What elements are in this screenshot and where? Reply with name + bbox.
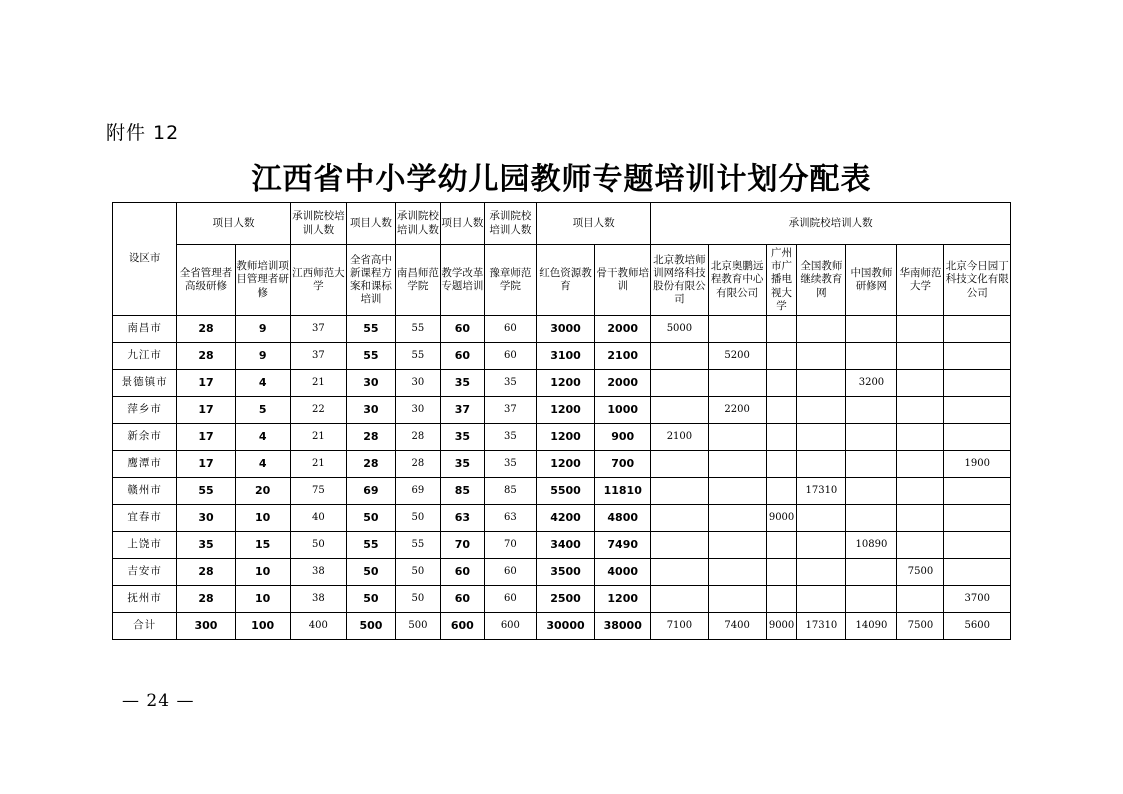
column-header: 北京奥鹏远程教育中心有限公司 <box>708 245 766 316</box>
value-cell <box>897 424 944 451</box>
value-cell: 28 <box>177 586 235 613</box>
value-cell: 1200 <box>536 397 594 424</box>
value-cell <box>797 316 846 343</box>
value-cell: 2100 <box>595 343 651 370</box>
value-cell: 55 <box>346 343 395 370</box>
value-cell: 5500 <box>536 478 594 505</box>
value-cell: 21 <box>290 370 346 397</box>
value-cell: 2000 <box>595 370 651 397</box>
value-cell <box>797 343 846 370</box>
value-cell <box>651 370 708 397</box>
value-cell: 3100 <box>536 343 594 370</box>
value-cell: 17 <box>177 397 235 424</box>
value-cell: 50 <box>395 505 440 532</box>
value-cell: 60 <box>484 559 536 586</box>
value-cell <box>897 451 944 478</box>
value-cell: 5200 <box>708 343 766 370</box>
value-cell <box>944 370 1011 397</box>
value-cell: 900 <box>595 424 651 451</box>
value-cell: 3200 <box>846 370 897 397</box>
value-cell: 85 <box>484 478 536 505</box>
value-cell: 1900 <box>944 451 1011 478</box>
column-header: 北京今日园丁科技文化有限公司 <box>944 245 1011 316</box>
value-cell: 50 <box>346 559 395 586</box>
value-cell: 3000 <box>536 316 594 343</box>
value-cell <box>797 397 846 424</box>
attachment-label: 附件 12 <box>106 122 180 144</box>
value-cell <box>797 586 846 613</box>
value-cell: 28 <box>346 451 395 478</box>
value-cell <box>897 532 944 559</box>
value-cell: 37 <box>440 397 484 424</box>
value-cell: 60 <box>484 316 536 343</box>
value-cell <box>708 586 766 613</box>
value-cell: 14090 <box>846 613 897 640</box>
value-cell: 1200 <box>536 370 594 397</box>
value-cell: 17 <box>177 370 235 397</box>
value-cell: 2200 <box>708 397 766 424</box>
value-cell <box>651 478 708 505</box>
value-cell: 35 <box>484 370 536 397</box>
value-cell: 10 <box>235 586 290 613</box>
value-cell: 100 <box>235 613 290 640</box>
value-cell <box>897 343 944 370</box>
value-cell: 7100 <box>651 613 708 640</box>
value-cell: 5000 <box>651 316 708 343</box>
value-cell: 10890 <box>846 532 897 559</box>
value-cell: 1000 <box>595 397 651 424</box>
value-cell: 10 <box>235 559 290 586</box>
value-cell <box>897 316 944 343</box>
city-cell: 上饶市 <box>113 532 177 559</box>
group-header: 项目人数 <box>440 203 484 245</box>
value-cell: 4800 <box>595 505 651 532</box>
column-header: 江西师范大学 <box>290 245 346 316</box>
value-cell <box>897 370 944 397</box>
value-cell: 20 <box>235 478 290 505</box>
table-row <box>113 613 1011 640</box>
value-cell: 3400 <box>536 532 594 559</box>
value-cell <box>797 424 846 451</box>
value-cell: 63 <box>440 505 484 532</box>
value-cell <box>708 559 766 586</box>
value-cell: 28 <box>346 424 395 451</box>
value-cell: 50 <box>395 586 440 613</box>
value-cell: 17 <box>177 451 235 478</box>
value-cell: 7400 <box>708 613 766 640</box>
value-cell <box>708 451 766 478</box>
value-cell <box>766 586 797 613</box>
value-cell: 50 <box>290 532 346 559</box>
column-header: 华南师范大学 <box>897 245 944 316</box>
value-cell <box>651 505 708 532</box>
value-cell: 4000 <box>595 559 651 586</box>
value-cell <box>708 370 766 397</box>
value-cell: 50 <box>346 505 395 532</box>
region-header: 设区市 <box>113 203 177 316</box>
value-cell: 37 <box>290 316 346 343</box>
value-cell: 28 <box>177 343 235 370</box>
value-cell: 4200 <box>536 505 594 532</box>
value-cell: 1200 <box>595 586 651 613</box>
value-cell <box>708 505 766 532</box>
value-cell: 40 <box>290 505 346 532</box>
value-cell <box>944 559 1011 586</box>
value-cell: 2100 <box>651 424 708 451</box>
city-cell: 萍乡市 <box>113 397 177 424</box>
city-cell: 吉安市 <box>113 559 177 586</box>
value-cell: 55 <box>346 532 395 559</box>
column-header: 南昌师范学院 <box>395 245 440 316</box>
value-cell: 28 <box>177 316 235 343</box>
column-header: 全国教师继续教育网 <box>797 245 846 316</box>
value-cell <box>846 343 897 370</box>
value-cell <box>846 559 897 586</box>
value-cell: 2000 <box>595 316 651 343</box>
group-header: 承训院校培训人数 <box>290 203 346 245</box>
table-row <box>113 397 1011 424</box>
value-cell <box>797 505 846 532</box>
value-cell <box>846 586 897 613</box>
column-header: 教师培训项目管理者研修 <box>235 245 290 316</box>
value-cell <box>944 478 1011 505</box>
value-cell: 69 <box>346 478 395 505</box>
value-cell <box>766 424 797 451</box>
city-cell: 抚州市 <box>113 586 177 613</box>
value-cell: 35 <box>484 451 536 478</box>
value-cell: 3500 <box>536 559 594 586</box>
value-cell: 38 <box>290 586 346 613</box>
column-header: 中国教师研修网 <box>846 245 897 316</box>
value-cell: 17 <box>177 424 235 451</box>
value-cell <box>944 397 1011 424</box>
value-cell: 70 <box>484 532 536 559</box>
column-header: 全省管理者高级研修 <box>177 245 235 316</box>
value-cell: 400 <box>290 613 346 640</box>
table-row <box>113 451 1011 478</box>
value-cell: 21 <box>290 451 346 478</box>
value-cell: 30 <box>346 370 395 397</box>
column-header: 红色资源教育 <box>536 245 594 316</box>
value-cell: 30000 <box>536 613 594 640</box>
value-cell: 28 <box>395 451 440 478</box>
city-cell: 鹰潭市 <box>113 451 177 478</box>
value-cell: 55 <box>177 478 235 505</box>
value-cell: 70 <box>440 532 484 559</box>
value-cell: 7490 <box>595 532 651 559</box>
table-row <box>113 343 1011 370</box>
value-cell <box>708 532 766 559</box>
group-header: 项目人数 <box>177 203 290 245</box>
value-cell: 63 <box>484 505 536 532</box>
value-cell: 9000 <box>766 613 797 640</box>
table-row <box>113 586 1011 613</box>
value-cell: 37 <box>290 343 346 370</box>
city-cell: 新余市 <box>113 424 177 451</box>
value-cell: 35 <box>484 424 536 451</box>
value-cell: 9 <box>235 343 290 370</box>
value-cell: 2500 <box>536 586 594 613</box>
value-cell: 60 <box>484 586 536 613</box>
value-cell: 1200 <box>536 424 594 451</box>
value-cell <box>846 451 897 478</box>
group-header: 项目人数 <box>346 203 395 245</box>
value-cell: 5600 <box>944 613 1011 640</box>
value-cell <box>651 451 708 478</box>
value-cell <box>766 532 797 559</box>
value-cell <box>944 316 1011 343</box>
value-cell: 600 <box>440 613 484 640</box>
value-cell: 55 <box>395 532 440 559</box>
value-cell: 30 <box>346 397 395 424</box>
column-header: 广州市广播电视大学 <box>766 245 797 316</box>
value-cell: 60 <box>484 343 536 370</box>
city-cell: 合计 <box>113 613 177 640</box>
value-cell: 55 <box>395 316 440 343</box>
value-cell: 60 <box>440 343 484 370</box>
group-header: 项目人数 <box>536 203 650 245</box>
city-cell: 九江市 <box>113 343 177 370</box>
value-cell <box>944 532 1011 559</box>
column-header: 全省高中新课程方案和课标培训 <box>346 245 395 316</box>
value-cell <box>897 505 944 532</box>
value-cell: 30 <box>395 370 440 397</box>
group-header: 承训院校培训人数 <box>395 203 440 245</box>
value-cell: 700 <box>595 451 651 478</box>
table-row <box>113 370 1011 397</box>
table-row <box>113 505 1011 532</box>
value-cell: 17310 <box>797 478 846 505</box>
value-cell <box>766 397 797 424</box>
page-number: — 24 — <box>122 691 195 711</box>
column-header: 教学改革专题培训 <box>440 245 484 316</box>
value-cell: 10 <box>235 505 290 532</box>
value-cell: 15 <box>235 532 290 559</box>
value-cell: 500 <box>395 613 440 640</box>
value-cell <box>766 370 797 397</box>
value-cell: 7500 <box>897 559 944 586</box>
value-cell: 50 <box>346 586 395 613</box>
value-cell <box>708 478 766 505</box>
value-cell: 4 <box>235 424 290 451</box>
table-row <box>113 478 1011 505</box>
value-cell <box>944 343 1011 370</box>
document-title: 江西省中小学幼儿园教师专题培训计划分配表 <box>251 162 872 197</box>
column-header: 北京教培师训网络科技股份有限公司 <box>651 245 708 316</box>
city-cell: 宜春市 <box>113 505 177 532</box>
group-header: 承训院校培训人数 <box>484 203 536 245</box>
value-cell: 9000 <box>766 505 797 532</box>
value-cell <box>651 343 708 370</box>
column-header: 骨干教师培训 <box>595 245 651 316</box>
table-row <box>113 532 1011 559</box>
table-row <box>113 559 1011 586</box>
value-cell <box>651 586 708 613</box>
value-cell <box>846 316 897 343</box>
value-cell <box>766 316 797 343</box>
group-header: 承训院校培训人数 <box>651 203 1011 245</box>
value-cell: 60 <box>440 586 484 613</box>
value-cell: 55 <box>346 316 395 343</box>
value-cell: 300 <box>177 613 235 640</box>
value-cell: 7500 <box>897 613 944 640</box>
value-cell <box>897 586 944 613</box>
city-cell: 赣州市 <box>113 478 177 505</box>
value-cell: 35 <box>177 532 235 559</box>
value-cell <box>846 478 897 505</box>
value-cell <box>766 451 797 478</box>
value-cell: 60 <box>440 316 484 343</box>
value-cell: 35 <box>440 370 484 397</box>
column-header: 豫章师范学院 <box>484 245 536 316</box>
value-cell: 50 <box>395 559 440 586</box>
value-cell: 38000 <box>595 613 651 640</box>
value-cell: 21 <box>290 424 346 451</box>
value-cell: 3700 <box>944 586 1011 613</box>
value-cell: 38 <box>290 559 346 586</box>
value-cell <box>651 559 708 586</box>
allocation-table <box>112 202 1011 640</box>
value-cell: 37 <box>484 397 536 424</box>
value-cell <box>651 532 708 559</box>
value-cell: 75 <box>290 478 346 505</box>
value-cell: 1200 <box>536 451 594 478</box>
value-cell: 30 <box>177 505 235 532</box>
value-cell <box>797 451 846 478</box>
value-cell <box>708 316 766 343</box>
value-cell: 85 <box>440 478 484 505</box>
value-cell: 35 <box>440 424 484 451</box>
value-cell: 500 <box>346 613 395 640</box>
value-cell: 22 <box>290 397 346 424</box>
value-cell: 35 <box>440 451 484 478</box>
value-cell <box>897 397 944 424</box>
value-cell: 600 <box>484 613 536 640</box>
value-cell <box>944 505 1011 532</box>
value-cell <box>846 505 897 532</box>
value-cell <box>708 424 766 451</box>
value-cell <box>651 397 708 424</box>
value-cell: 5 <box>235 397 290 424</box>
value-cell <box>766 478 797 505</box>
value-cell: 9 <box>235 316 290 343</box>
value-cell <box>766 559 797 586</box>
value-cell <box>797 559 846 586</box>
value-cell <box>766 343 797 370</box>
value-cell <box>846 397 897 424</box>
value-cell: 30 <box>395 397 440 424</box>
city-cell: 南昌市 <box>113 316 177 343</box>
value-cell <box>897 478 944 505</box>
value-cell <box>797 370 846 397</box>
table-row <box>113 424 1011 451</box>
value-cell: 4 <box>235 370 290 397</box>
table-row <box>113 316 1011 343</box>
value-cell: 28 <box>395 424 440 451</box>
value-cell: 11810 <box>595 478 651 505</box>
value-cell: 69 <box>395 478 440 505</box>
city-cell: 景德镇市 <box>113 370 177 397</box>
value-cell: 17310 <box>797 613 846 640</box>
value-cell <box>944 424 1011 451</box>
value-cell: 60 <box>440 559 484 586</box>
value-cell: 4 <box>235 451 290 478</box>
value-cell: 28 <box>177 559 235 586</box>
value-cell: 55 <box>395 343 440 370</box>
value-cell <box>797 532 846 559</box>
value-cell <box>846 424 897 451</box>
